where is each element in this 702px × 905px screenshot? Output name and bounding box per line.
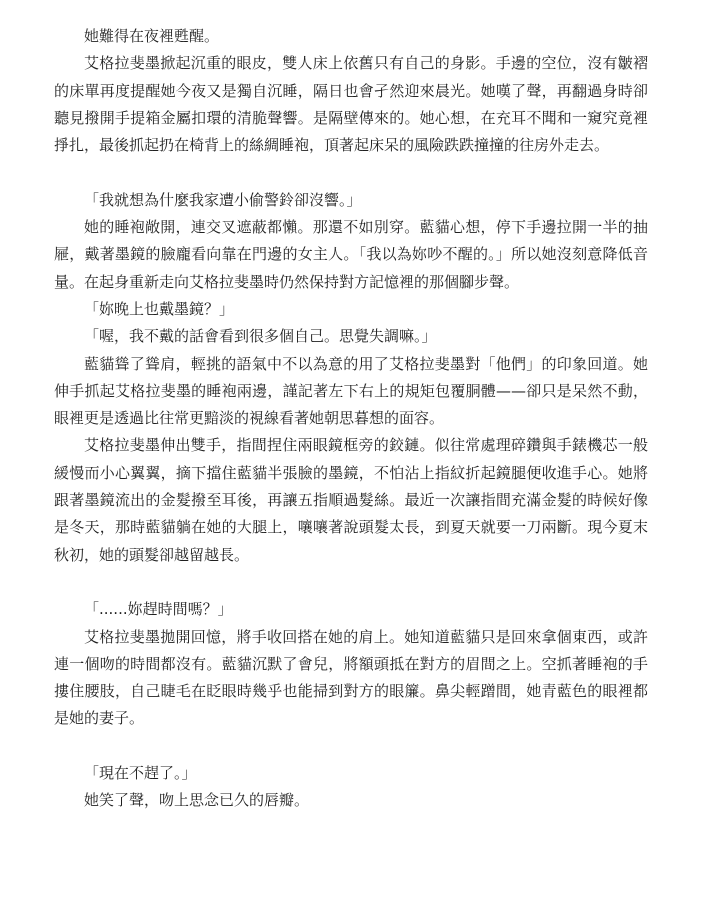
paragraph-8: 艾格拉斐墨伸出雙手，指間捏住兩眼鏡框旁的鉸鏈。似往常處理碎鑽與手錶機芯一般緩慢而小心翼翼，摘下擋住藍貓半張臉的墨鏡，不怕沾上指紋折起鏡腿便收進手心。她將跟著墨鏡流出的金髮撥至耳後，再讓五指順過髮絲。最近一次讓指間充滿金髮的時候好像是冬天，那時藍貓躺在她的大腿上，嚷嚷著說頭髮太長，到夏天就要一刀兩斷。現今夏末秋初，她的頭髮卻越留越長。 [54, 436, 648, 564]
paragraph-5: 「妳晚上也戴墨鏡？」 [84, 299, 235, 318]
paragraph-12: 她笑了聲，吻上思念已久的唇瓣。 [84, 791, 310, 810]
paragraph-1: 她難得在夜裡甦醒。 [84, 27, 220, 45]
paragraph-spacer [54, 569, 648, 596]
paragraph-spacer [54, 159, 648, 186]
paragraph-2: 艾格拉斐墨掀起沉重的眼皮，雙人床上依舊只有自己的身影。手邊的空位，沒有皺褶的床單再度提醒她今夜又是獨自沉睡，隔日也會孑然迎來晨光。她嘆了聲，再翻過身時卻聽見撥開手提箱金屬扣環的清脆聲響。是隔壁傳來的。她心想，在充耳不聞和一窺究竟裡掙扎，最後抓起扔在椅背上的絲綢睡袍，頂著起床呆的風險跌跌撞撞的往房外走去。 [54, 54, 648, 155]
paragraph-11: 「現在不趕了。」 [84, 764, 197, 783]
paragraph-10: 艾格拉斐墨拋開回憶，將手收回搭在她的肩上。她知道藍貓只是回來拿個東西，或許連一個吻的時間都沒有。藍貓沉默了會兒，將額頭抵在對方的眉間之上。空抓著睡袍的手摟住腰肢，自己睫毛在眨眼時幾乎也能掃到對方的眼簾。鼻尖輕蹭間，她青藍色的眼裡都是她的妻子。 [54, 627, 648, 728]
paragraph-6: 「喔，我不戴的話會看到很多個自己。思覺失調嘛。」 [84, 327, 437, 346]
paragraph-spacer [54, 733, 648, 760]
paragraph-4: 她的睡袍敞開，連交叉遮蔽都懶。那還不如別穿。藍貓心想，停下手邊拉開一半的抽屜，戴著墨鏡的臉龐看向靠在門邊的女主人。「我以為妳吵不醒的。」所以她沒刻意降低音量。在起身重新走向艾格拉斐墨時仍然保持對方記憶裡的那個腳步聲。 [54, 218, 648, 291]
paragraph-3: 「我就想為什麼我家遭小偷警鈴卻沒響。」 [84, 190, 362, 209]
paragraph-7: 藍貓聳了聳肩，輕挑的語氣中不以為意的用了艾格拉斐墨對「他們」的印象回道。她伸手抓起艾格拉斐墨的睡袍兩邊，謹記著左下右上的規矩包覆胴體——卻只是呆然不動，眼裡更是透過比往常更黯淡的視線看著她朝思暮想的面容。 [54, 354, 648, 428]
paragraph-9: 「......妳趕時間嗎？」 [84, 600, 233, 619]
